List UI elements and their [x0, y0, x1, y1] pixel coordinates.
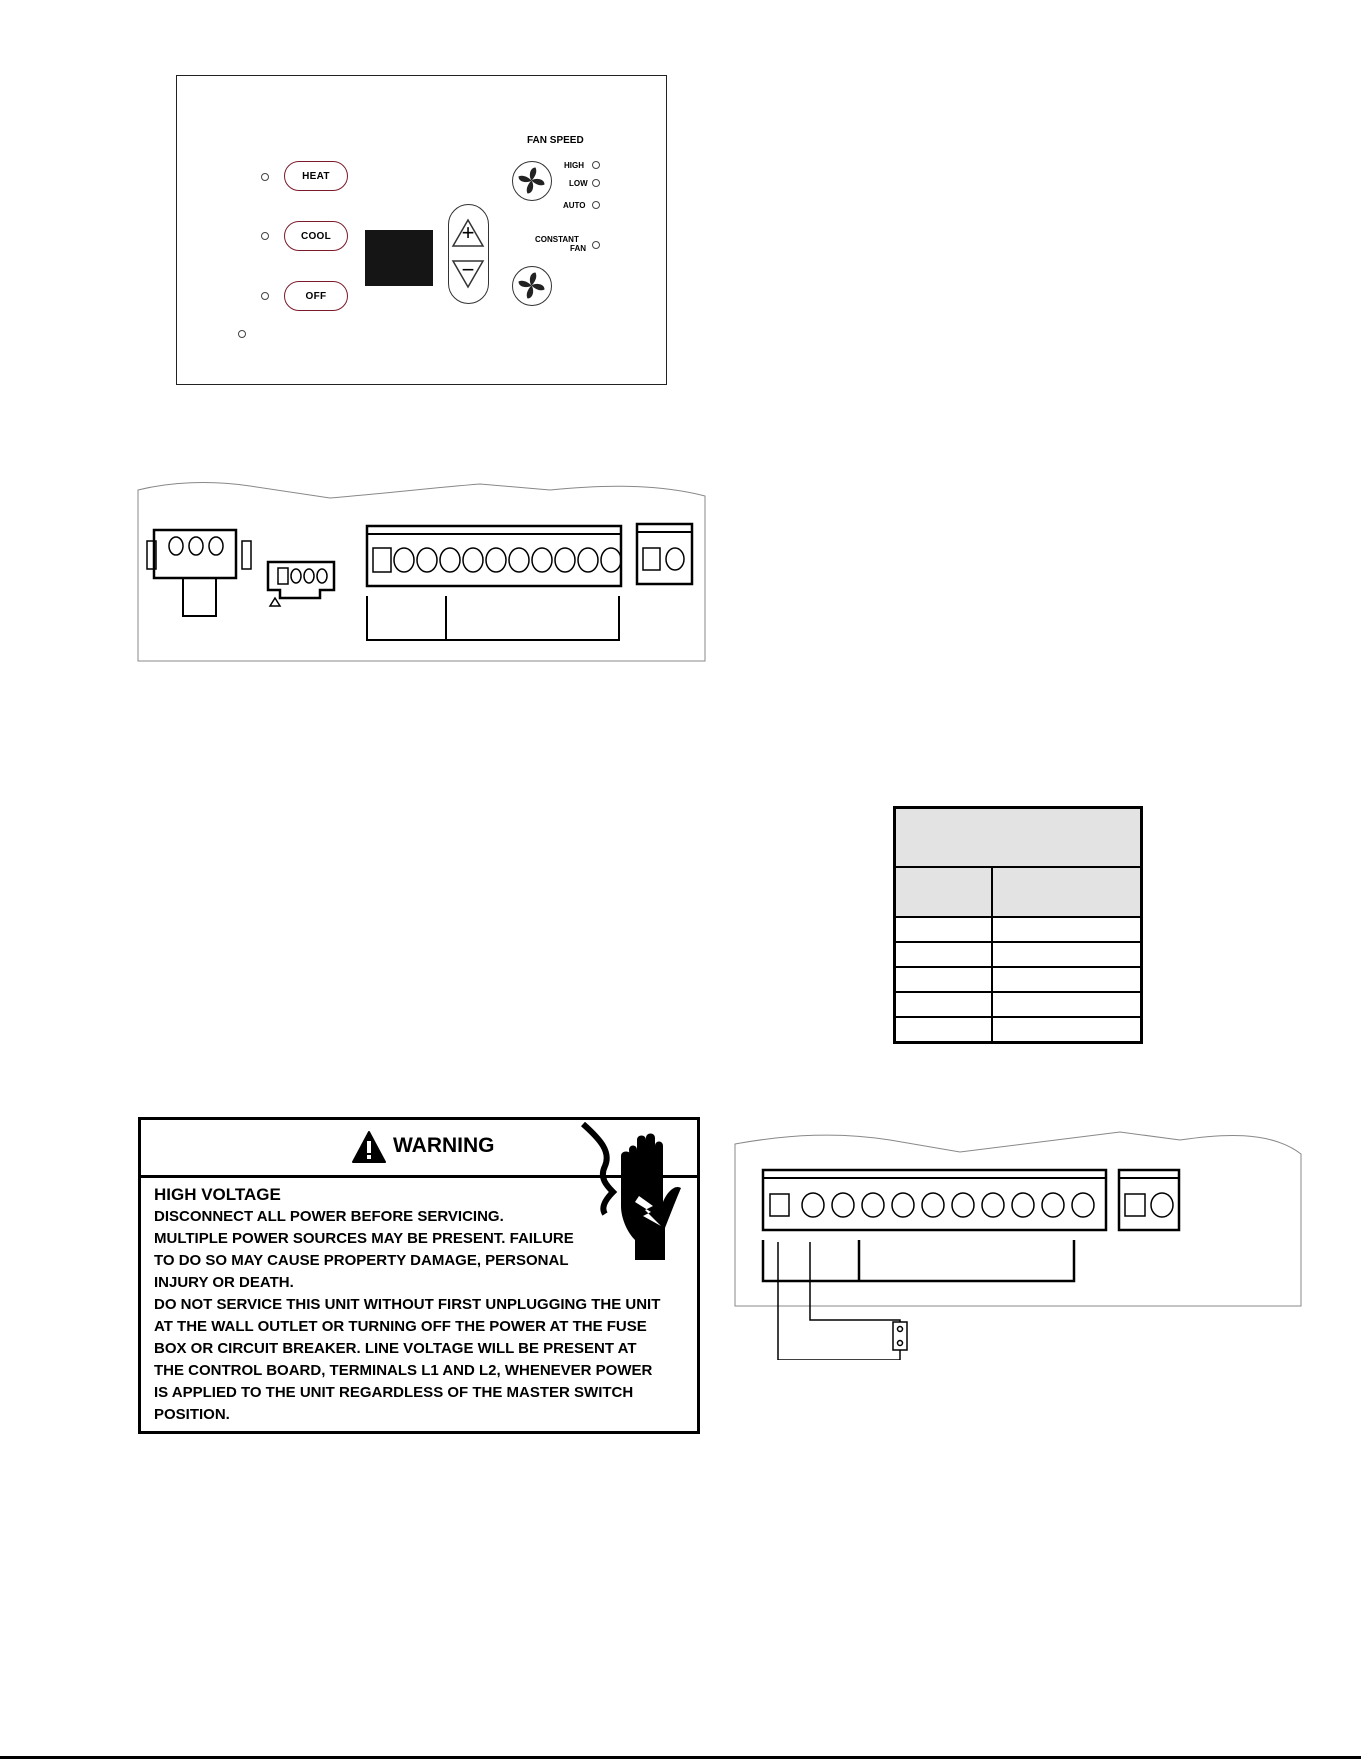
table-row: [896, 1016, 1140, 1018]
fan-low-led: [592, 179, 600, 187]
warning-text-line: THE CONTROL BOARD, TERMINALS L1 AND L2, WHENEVER POWER: [154, 1362, 653, 1379]
fan-icon: [513, 162, 550, 199]
constant-fan-label-line1: CONSTANT: [535, 235, 579, 244]
off-led: [261, 292, 269, 300]
hand-shock-icon: [571, 1122, 701, 1272]
minus-icon: −: [461, 257, 475, 282]
constant-fan-button[interactable]: [512, 266, 552, 306]
warning-text-line: HIGH VOLTAGE: [154, 1185, 281, 1204]
control-panel: [176, 75, 667, 385]
page-bottom-rule: [0, 1756, 1361, 1759]
table-row: [896, 991, 1140, 993]
spec-table: [893, 806, 1143, 1044]
fan-low-label: LOW: [569, 179, 588, 188]
warning-text-line: INJURY OR DEATH.: [154, 1274, 294, 1291]
warning-title: WARNING: [393, 1134, 495, 1157]
heat-led: [261, 173, 269, 181]
warning-triangle-icon: [351, 1130, 387, 1164]
cool-led: [261, 232, 269, 240]
warning-text-line: DO NOT SERVICE THIS UNIT WITHOUT FIRST UNPLUGGING THE UNIT: [154, 1296, 661, 1313]
status-led: [238, 330, 246, 338]
heat-button[interactable]: HEAT: [284, 161, 348, 191]
fan-high-label: HIGH: [564, 161, 584, 170]
fan-icon: [513, 267, 550, 304]
table-row: [896, 966, 1140, 968]
fan-high-led: [592, 161, 600, 169]
door-switch: [893, 1322, 907, 1350]
remote-switch-wiring-diagram: [730, 1120, 1305, 1360]
up-down-rocker: [448, 204, 489, 304]
table-header-row: [896, 868, 1140, 918]
warning-text-line: MULTIPLE POWER SOURCES MAY BE PRESENT. FAILURE: [154, 1230, 574, 1247]
fan-speed-title: FAN SPEED: [527, 135, 584, 146]
off-button[interactable]: OFF: [284, 281, 348, 311]
warning-text-line: DISCONNECT ALL POWER BEFORE SERVICING.: [154, 1208, 504, 1225]
constant-fan-label-line2: FAN: [570, 244, 586, 253]
fan-auto-led: [592, 201, 600, 209]
fan-auto-label: AUTO: [563, 201, 586, 210]
table-row: [896, 941, 1140, 943]
cool-button[interactable]: COOL: [284, 221, 348, 251]
warning-text-line: TO DO SO MAY CAUSE PROPERTY DAMAGE, PERSONAL: [154, 1252, 569, 1269]
high-voltage-warning: [138, 1117, 700, 1434]
table-title-row: [896, 809, 1140, 868]
control-board-diagram: [130, 478, 710, 668]
warning-text-line: POSITION.: [154, 1406, 230, 1423]
constant-fan-led: [592, 241, 600, 249]
warning-text-line: BOX OR CIRCUIT BREAKER. LINE VOLTAGE WILL BE PRESENT AT: [154, 1340, 637, 1357]
fan-speed-button[interactable]: [512, 161, 552, 201]
warning-text-line: AT THE WALL OUTLET OR TURNING OFF THE POWER AT THE FUSE: [154, 1318, 647, 1335]
plus-icon: +: [461, 220, 475, 245]
warning-text-line: IS APPLIED TO THE UNIT REGARDLESS OF THE MASTER SWITCH: [154, 1384, 634, 1401]
temperature-display: [365, 230, 433, 286]
